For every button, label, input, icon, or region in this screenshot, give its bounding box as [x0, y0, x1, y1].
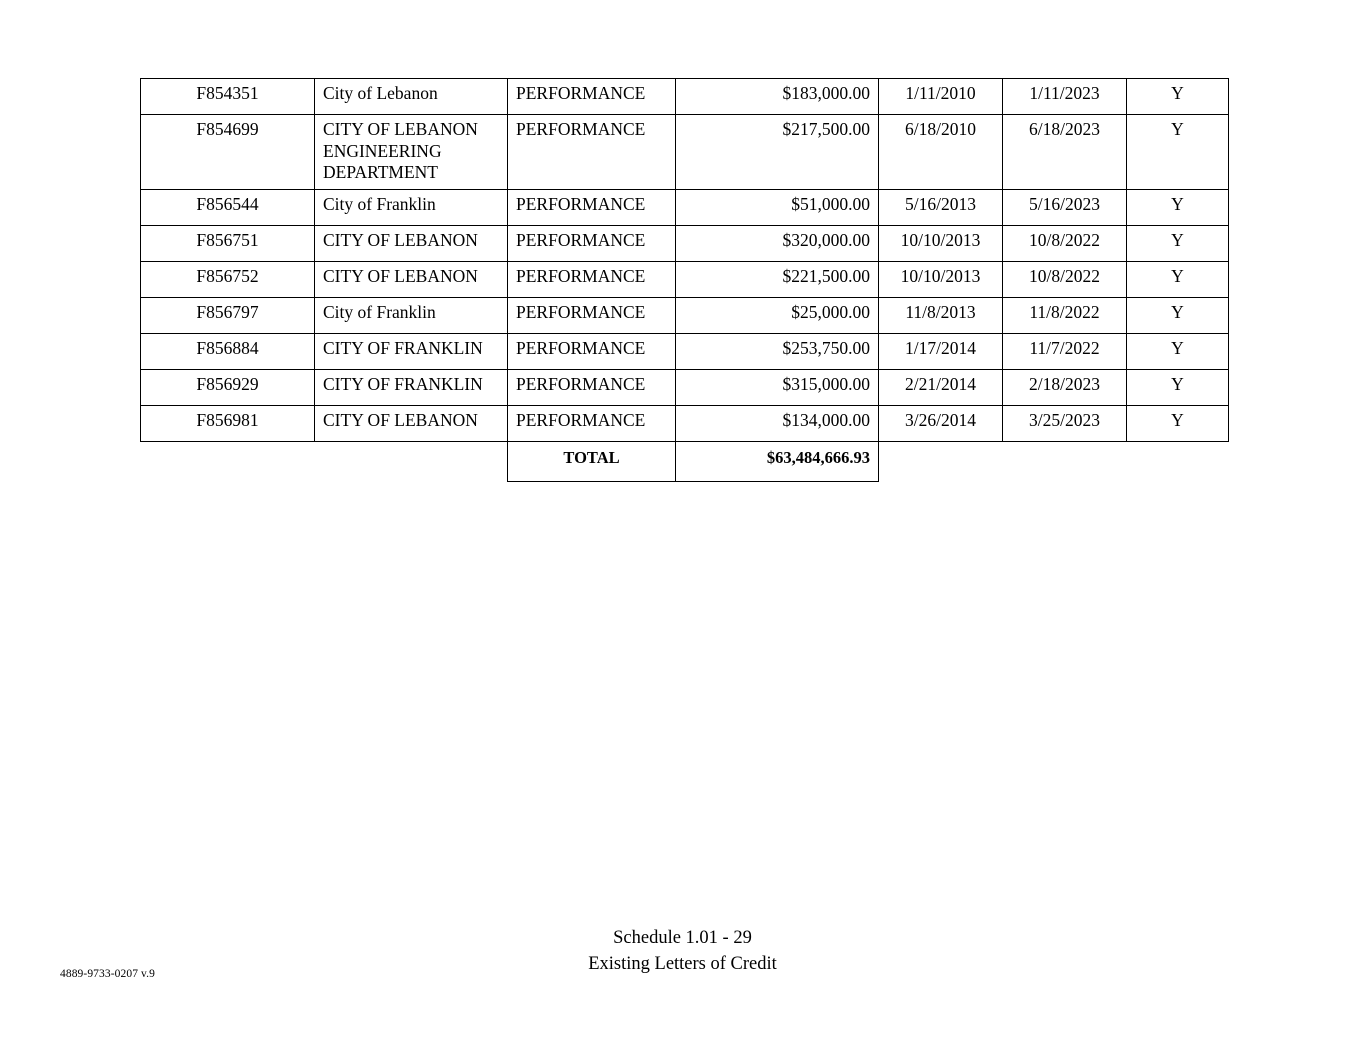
cell-expiry-date: 5/16/2023: [1003, 189, 1127, 225]
cell-expiry-date: 10/8/2022: [1003, 261, 1127, 297]
cell-issue-date: 10/10/2013: [879, 225, 1003, 261]
total-blank-issue: [879, 441, 1003, 481]
cell-auto-renew: Y: [1127, 115, 1229, 190]
total-blank-auto: [1127, 441, 1229, 481]
cell-amount: $25,000.00: [676, 297, 879, 333]
cell-beneficiary: City of Franklin: [315, 189, 508, 225]
cell-auto-renew: Y: [1127, 189, 1229, 225]
total-label: TOTAL: [508, 441, 676, 481]
cell-expiry-date: 2/18/2023: [1003, 369, 1127, 405]
cell-issue-date: 6/18/2010: [879, 115, 1003, 190]
table-row: [141, 369, 1229, 405]
total-blank-beneficiary: [315, 441, 508, 481]
table-row: [141, 115, 1229, 190]
cell-amount: $183,000.00: [676, 79, 879, 115]
cell-type: PERFORMANCE: [508, 261, 676, 297]
cell-amount: $134,000.00: [676, 405, 879, 441]
cell-lc-number: F856752: [141, 261, 315, 297]
cell-lc-number: F856797: [141, 297, 315, 333]
cell-expiry-date: 10/8/2022: [1003, 225, 1127, 261]
cell-auto-renew: Y: [1127, 297, 1229, 333]
cell-lc-number: F856884: [141, 333, 315, 369]
cell-issue-date: 3/26/2014: [879, 405, 1003, 441]
cell-auto-renew: Y: [1127, 79, 1229, 115]
cell-lc-number: F856929: [141, 369, 315, 405]
cell-lc-number: F854351: [141, 79, 315, 115]
cell-beneficiary: City of Franklin: [315, 297, 508, 333]
cell-lc-number: F854699: [141, 115, 315, 190]
cell-type: PERFORMANCE: [508, 333, 676, 369]
cell-lc-number: F856751: [141, 225, 315, 261]
cell-amount: $217,500.00: [676, 115, 879, 190]
cell-amount: $51,000.00: [676, 189, 879, 225]
table-row: [141, 189, 1229, 225]
cell-beneficiary: CITY OF FRANKLIN: [315, 333, 508, 369]
cell-issue-date: 1/11/2010: [879, 79, 1003, 115]
cell-issue-date: 1/17/2014: [879, 333, 1003, 369]
cell-auto-renew: Y: [1127, 225, 1229, 261]
cell-expiry-date: 1/11/2023: [1003, 79, 1127, 115]
table-row: [141, 261, 1229, 297]
cell-type: PERFORMANCE: [508, 79, 676, 115]
footer-schedule-line: Schedule 1.01 - 29: [613, 928, 752, 948]
cell-expiry-date: 6/18/2023: [1003, 115, 1127, 190]
cell-expiry-date: 11/8/2022: [1003, 297, 1127, 333]
total-blank-expiry: [1003, 441, 1127, 481]
cell-issue-date: 10/10/2013: [879, 261, 1003, 297]
cell-amount: $221,500.00: [676, 261, 879, 297]
cell-auto-renew: Y: [1127, 261, 1229, 297]
table-row: [141, 297, 1229, 333]
cell-beneficiary: CITY OF LEBANON: [315, 225, 508, 261]
cell-issue-date: 2/21/2014: [879, 369, 1003, 405]
cell-issue-date: 5/16/2013: [879, 189, 1003, 225]
cell-type: PERFORMANCE: [508, 225, 676, 261]
cell-auto-renew: Y: [1127, 405, 1229, 441]
table-row: [141, 79, 1229, 115]
cell-auto-renew: Y: [1127, 333, 1229, 369]
cell-issue-date: 11/8/2013: [879, 297, 1003, 333]
cell-type: PERFORMANCE: [508, 115, 676, 190]
cell-beneficiary: City of Lebanon: [315, 79, 508, 115]
cell-beneficiary: CITY OF LEBANON: [315, 405, 508, 441]
cell-amount: $253,750.00: [676, 333, 879, 369]
cell-auto-renew: Y: [1127, 369, 1229, 405]
footer-subtitle-line: Existing Letters of Credit: [588, 954, 777, 975]
cell-amount: $315,000.00: [676, 369, 879, 405]
cell-type: PERFORMANCE: [508, 405, 676, 441]
cell-beneficiary: CITY OF LEBANON ENGINEERING DEPARTMENT: [315, 115, 508, 190]
table-row: [141, 333, 1229, 369]
cell-type: PERFORMANCE: [508, 297, 676, 333]
footer-document-id: 4889-9733-0207 v.9: [60, 968, 155, 980]
total-blank-number: [141, 441, 315, 481]
letters-of-credit-table: [140, 78, 1229, 482]
table-row: [141, 225, 1229, 261]
total-value: $63,484,666.93: [676, 441, 879, 481]
cell-beneficiary: CITY OF LEBANON: [315, 261, 508, 297]
cell-beneficiary: CITY OF FRANKLIN: [315, 369, 508, 405]
table-total-row: [141, 441, 1229, 481]
cell-expiry-date: 3/25/2023: [1003, 405, 1127, 441]
page-footer: [0, 925, 1365, 978]
cell-lc-number: F856544: [141, 189, 315, 225]
cell-amount: $320,000.00: [676, 225, 879, 261]
table-row: [141, 405, 1229, 441]
cell-lc-number: F856981: [141, 405, 315, 441]
cell-type: PERFORMANCE: [508, 189, 676, 225]
cell-type: PERFORMANCE: [508, 369, 676, 405]
cell-expiry-date: 11/7/2022: [1003, 333, 1127, 369]
